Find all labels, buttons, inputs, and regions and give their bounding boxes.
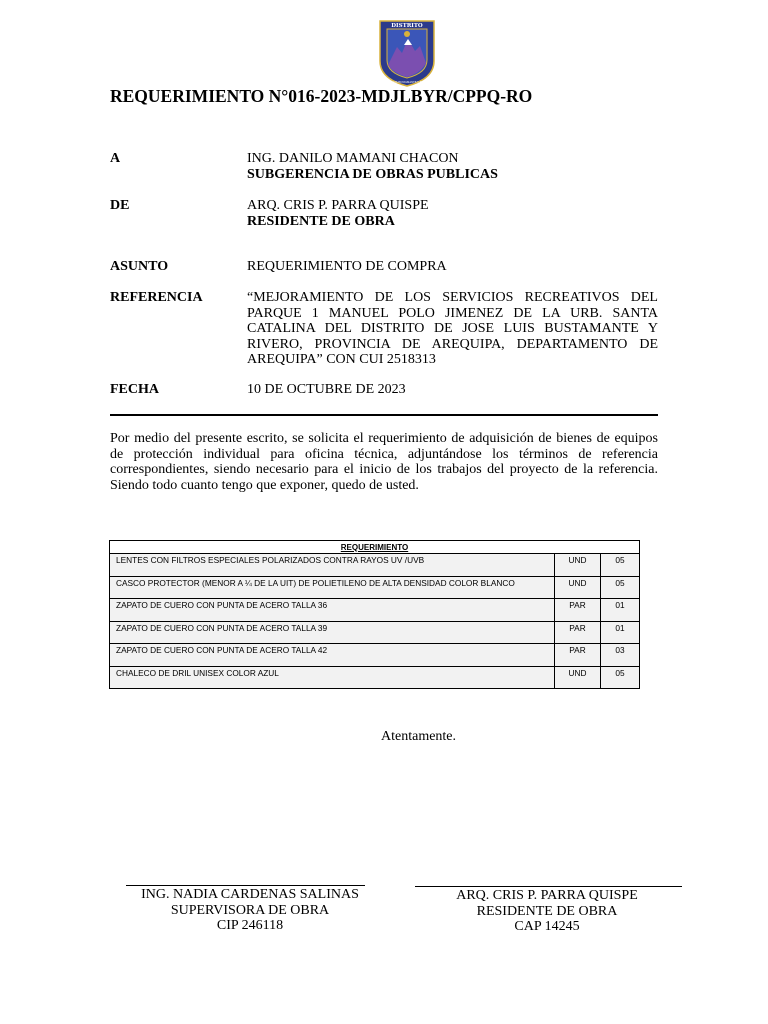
document-title: REQUERIMIENTO N°016-2023-MDJLBYR/CPPQ-RO: [110, 86, 533, 106]
seal-arc-text: DISTRITO: [391, 23, 423, 29]
reference-line: AREQUIPA” CON CUI 2518313: [247, 352, 436, 367]
item-description: CHALECO DE DRIL UNISEX COLOR AZUL: [110, 666, 555, 689]
reference-line: PARQUE 1 MANUEL POLO JIMENEZ DE LA URB. SANTA: [247, 305, 658, 321]
requirements-table: [109, 540, 640, 689]
body-paragraph: Por medio del presente escrito, se solicita el requerimiento de adquisición de bienes de equipos de protección individual para oficina técnica, adjuntándose los términos de referencia correspondientes, siendo necesario para el inicio de los trabajos del proyecto de la referencia. Siendo todo cuanto tengo que exponer, quedo de usted.: [110, 431, 658, 493]
to-block: [247, 151, 658, 182]
signature-line-right: [415, 886, 682, 887]
to-office: SUBGERENCIA DE OBRAS PUBLICAS: [247, 166, 498, 182]
item-quantity: 01: [601, 599, 640, 622]
closing-text: Atentamente.: [381, 729, 457, 744]
reference-line: RIVERO, PROVINCIA DE AREQUIPA, DEPARTAMENTO DE: [247, 336, 658, 352]
item-description: ZAPATO DE CUERO CON PUNTA DE ACERO TALLA 36: [110, 599, 555, 622]
from-label: DE: [110, 198, 130, 213]
item-quantity: 03: [601, 644, 640, 667]
signature-block-right: [415, 888, 679, 935]
reference-line: “MEJORAMIENTO DE LOS SERVICIOS RECREATIVOS DEL: [247, 290, 658, 305]
from-block: [247, 198, 658, 229]
item-unit: PAR: [555, 621, 601, 644]
header-divider: [110, 414, 658, 416]
to-name: ING. DANILO MAMANI CHACON: [247, 151, 459, 166]
from-name: ARQ. CRIS P. PARRA QUISPE: [247, 198, 429, 213]
reference-value: [247, 290, 658, 368]
date-label: FECHA: [110, 382, 159, 397]
subject-value: REQUERIMIENTO DE COMPRA: [247, 259, 447, 274]
signer-role: RESIDENTE DE OBRA: [476, 903, 618, 919]
table-row: [110, 554, 640, 577]
item-quantity: 01: [601, 621, 640, 644]
subject-label: ASUNTO: [110, 259, 169, 274]
reference-line: CATALINA DEL DISTRITO DE JOSE LUIS BUSTAMANTE Y: [247, 321, 658, 336]
table-row: [110, 644, 640, 667]
reference-label: REFERENCIA: [110, 290, 203, 305]
table-row: [110, 599, 640, 622]
item-unit: PAR: [555, 599, 601, 622]
item-description: CASCO PROTECTOR (MENOR A ¼ DE LA UIT) DE POLIETILENO DE ALTA DENSIDAD COLOR BLANCO: [110, 576, 555, 599]
table-row: [110, 621, 640, 644]
item-unit: PAR: [555, 644, 601, 667]
item-description: ZAPATO DE CUERO CON PUNTA DE ACERO TALLA 39: [110, 621, 555, 644]
item-unit: UND: [555, 554, 601, 577]
item-unit: UND: [555, 666, 601, 689]
signer-id: CIP 246118: [216, 918, 284, 934]
item-unit: UND: [555, 576, 601, 599]
requirements-table-header: REQUERIMIENTO: [110, 541, 640, 554]
item-description: ZAPATO DE CUERO CON PUNTA DE ACERO TALLA 42: [110, 644, 555, 667]
item-quantity: 05: [601, 666, 640, 689]
district-seal-logo: [377, 17, 437, 87]
item-description: LENTES CON FILTROS ESPECIALES POLARIZADOS CONTRA RAYOS UV /UVB: [110, 554, 555, 577]
table-row: [110, 576, 640, 599]
signer-id: CAP 14245: [514, 919, 580, 935]
seal-side-text: JOSE LUIS BUSTAMANTE Y RIVERO: [384, 81, 430, 84]
item-quantity: 05: [601, 576, 640, 599]
item-quantity: 05: [601, 554, 640, 577]
from-role: RESIDENTE DE OBRA: [247, 213, 395, 229]
signer-name: ING. NADIA CARDENAS SALINAS: [141, 887, 359, 902]
signer-role: SUPERVISORA DE OBRA: [170, 902, 330, 918]
signature-line-left: [126, 885, 365, 886]
date-value: 10 DE OCTUBRE DE 2023: [247, 382, 406, 397]
signature-block-left: [126, 887, 374, 934]
to-label: A: [110, 151, 121, 166]
table-row: [110, 666, 640, 689]
signer-name: ARQ. CRIS P. PARRA QUISPE: [456, 888, 638, 903]
